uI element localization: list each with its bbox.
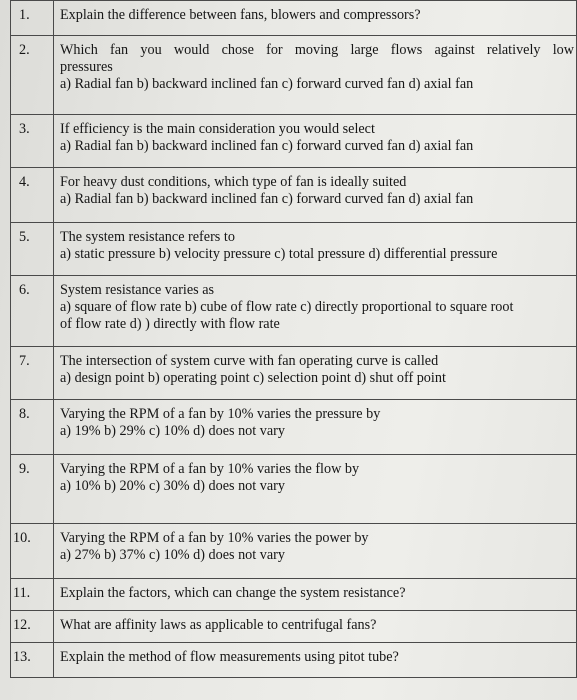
answer-options: a) Radial fan b) backward inclined fan c) forward curved fan d) axial fan xyxy=(60,138,474,154)
question-row xyxy=(11,643,577,678)
answer-options: of flow rate d) ) directly with flow rate xyxy=(60,316,280,332)
question-table-body xyxy=(11,1,577,678)
question-text xyxy=(54,524,577,579)
question-number: 7. xyxy=(11,347,54,400)
question-row xyxy=(11,1,577,36)
question-row xyxy=(11,36,577,115)
question-number: 1. xyxy=(11,1,54,36)
question-number: 8. xyxy=(11,400,54,455)
question-number: 10. xyxy=(11,524,54,579)
question-row xyxy=(11,347,577,400)
question-line: Varying the RPM of a fan by 10% varies the flow by xyxy=(60,461,360,477)
question-number: 11. xyxy=(11,579,54,611)
question-line: Varying the RPM of a fan by 10% varies the pressure by xyxy=(60,406,381,422)
question-number: 13. xyxy=(11,643,54,678)
question-text xyxy=(54,455,577,524)
question-row xyxy=(11,524,577,579)
answer-options: a) 19% b) 29% c) 10% d) does not vary xyxy=(60,423,285,439)
answer-options: a) 27% b) 37% c) 10% d) does not vary xyxy=(60,547,285,563)
question-text xyxy=(54,276,577,347)
question-text xyxy=(54,400,577,455)
answer-options: a) Radial fan b) backward inclined fan c) forward curved fan d) axial fan xyxy=(60,76,474,92)
question-number: 2. xyxy=(11,36,54,115)
question-row xyxy=(11,223,577,276)
question-table xyxy=(10,0,577,678)
answer-options: a) static pressure b) velocity pressure c) total pressure d) differential pressure xyxy=(60,246,498,262)
question-text xyxy=(54,115,577,168)
question-line: Explain the factors, which can change the system resistance? xyxy=(60,585,406,601)
question-text xyxy=(54,36,577,115)
question-line: Explain the difference between fans, blowers and compressors? xyxy=(60,7,421,23)
question-number: 6. xyxy=(11,276,54,347)
question-line: If efficiency is the main consideration you would select xyxy=(60,121,375,137)
question-number: 12. xyxy=(11,611,54,643)
question-row xyxy=(11,276,577,347)
question-line: The system resistance refers to xyxy=(60,229,235,245)
question-number: 4. xyxy=(11,168,54,223)
question-row xyxy=(11,400,577,455)
answer-options: a) 10% b) 20% c) 30% d) does not vary xyxy=(60,478,285,494)
question-text xyxy=(54,223,577,276)
question-number: 5. xyxy=(11,223,54,276)
question-line: The intersection of system curve with fan operating curve is called xyxy=(60,353,439,369)
question-line: What are affinity laws as applicable to centrifugal fans? xyxy=(60,617,377,633)
question-line: For heavy dust conditions, which type of fan is ideally suited xyxy=(60,174,407,190)
question-text xyxy=(54,347,577,400)
question-line: pressures xyxy=(60,59,113,75)
question-number: 9. xyxy=(11,455,54,524)
question-text xyxy=(54,611,577,643)
question-text xyxy=(54,643,577,678)
question-number: 3. xyxy=(11,115,54,168)
question-text xyxy=(54,168,577,223)
question-row xyxy=(11,168,577,223)
question-text xyxy=(54,1,577,36)
answer-options: a) Radial fan b) backward inclined fan c) forward curved fan d) axial fan xyxy=(60,191,474,207)
question-row xyxy=(11,611,577,643)
question-line: System resistance varies as xyxy=(60,282,215,298)
answer-options: a) square of flow rate b) cube of flow rate c) directly proportional to square root xyxy=(60,299,514,315)
question-row xyxy=(11,455,577,524)
question-line: Explain the method of flow measurements using pitot tube? xyxy=(60,649,399,665)
question-line: Varying the RPM of a fan by 10% varies the power by xyxy=(60,530,369,546)
answer-options: a) design point b) operating point c) selection point d) shut off point xyxy=(60,370,446,386)
question-row xyxy=(11,579,577,611)
question-text xyxy=(54,579,577,611)
question-line: Which fan you would chose for moving large flows against relatively low xyxy=(60,42,574,58)
question-row xyxy=(11,115,577,168)
